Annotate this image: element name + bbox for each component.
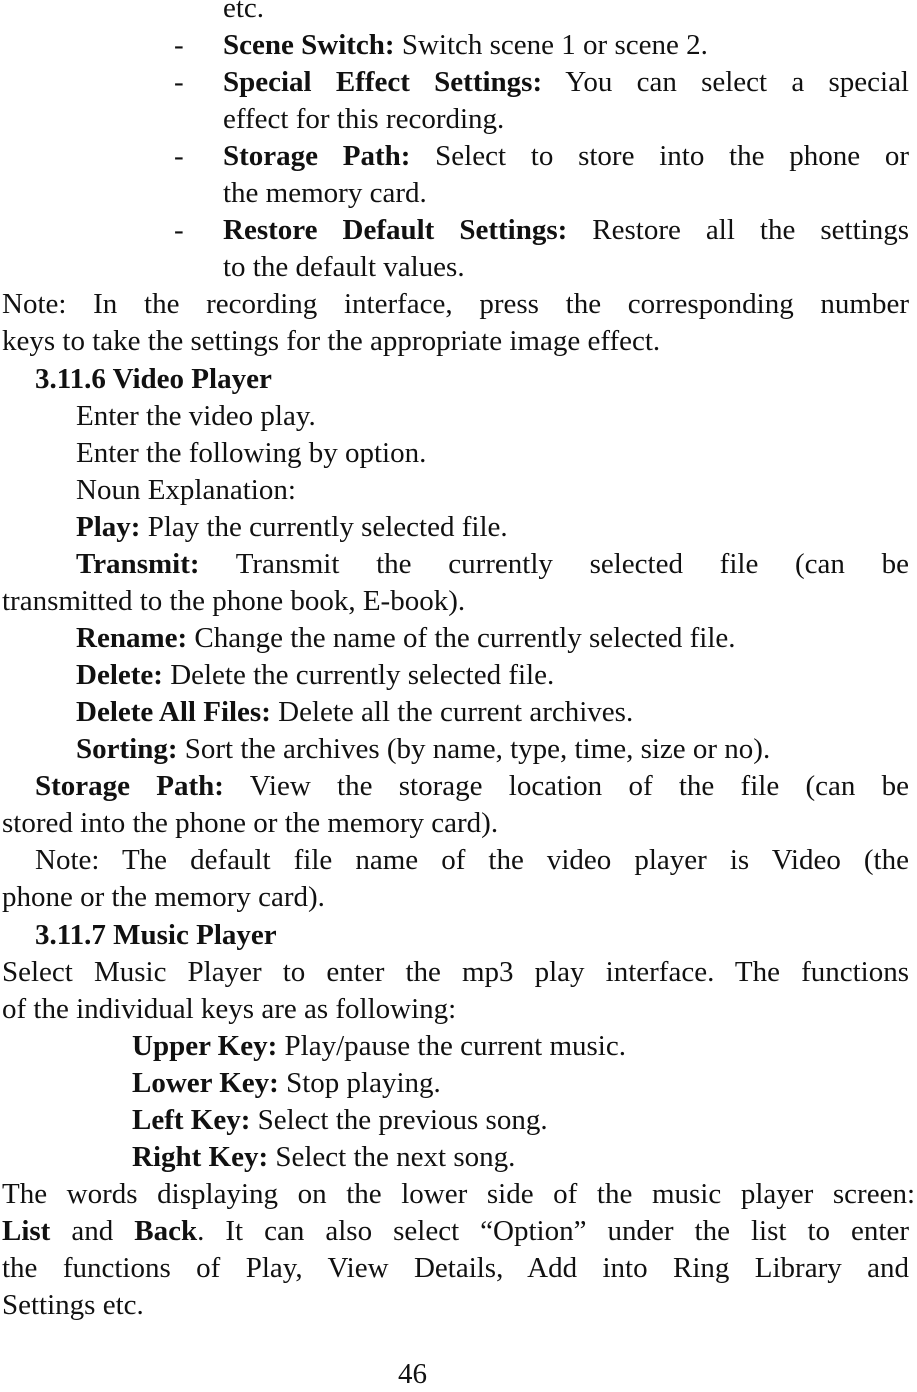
lower-key-desc: Stop playing. — [278, 1067, 441, 1099]
restore-default-term: Restore Default Settings: — [223, 214, 568, 246]
delete-all-item — [76, 694, 633, 730]
video-enter-option: Enter the following by option. — [76, 437, 427, 469]
play-desc: Play the currently selected file. — [140, 511, 508, 543]
play-term: Play: — [76, 511, 141, 543]
storage-desc-cont: stored into the phone or the memory card). — [2, 807, 499, 839]
note-line-1: Note: In the recording interface, press the corresponding number — [2, 288, 909, 320]
upper-key-term: Upper Key: — [132, 1030, 278, 1062]
storage-item — [35, 768, 909, 804]
scene-switch-desc: Switch scene 1 or scene 2. — [394, 29, 708, 61]
sorting-desc: Sort the archives (by name, type, time, size or no). — [177, 733, 771, 765]
storage-path-item — [223, 138, 909, 174]
delete-term: Delete: — [76, 659, 163, 691]
bullet-dash: - — [174, 29, 184, 61]
and-text: and — [50, 1215, 135, 1247]
special-effect-desc-cont: effect for this recording. — [223, 103, 505, 135]
words-line-3: the functions of Play, View Details, Add into Ring Library and — [2, 1252, 909, 1284]
words-line-1: The words displaying on the lower side of the music player screen: — [2, 1178, 915, 1210]
upper-key-desc: Play/pause the current music. — [277, 1030, 626, 1062]
lower-key-term: Lower Key: — [132, 1067, 279, 1099]
left-key-desc: Select the previous song. — [250, 1104, 548, 1136]
section-heading-music-player: 3.11.7 Music Player — [35, 919, 277, 951]
special-effect-desc: You can select a special — [542, 66, 909, 98]
bullet-dash: - — [174, 214, 184, 246]
rename-desc: Change the name of the currently selected file. — [187, 622, 736, 654]
lower-key-item — [132, 1065, 441, 1101]
restore-default-desc-cont: to the default values. — [223, 251, 465, 283]
music-intro-line-1: Select Music Player to enter the mp3 play interface. The functions — [2, 956, 909, 988]
bullet-dash: - — [174, 140, 184, 172]
upper-key-item — [132, 1028, 626, 1064]
section-heading-video-player: 3.11.6 Video Player — [35, 363, 272, 395]
rename-term: Rename: — [76, 622, 188, 654]
sorting-term: Sorting: — [76, 733, 178, 765]
words-line-2 — [2, 1213, 909, 1249]
bullet-dash: - — [174, 66, 184, 98]
scene-switch-term: Scene Switch: — [223, 29, 395, 61]
storage-desc: View the storage location of the file (can be — [223, 770, 910, 802]
play-item — [76, 509, 508, 545]
list-term: List — [2, 1215, 51, 1247]
delete-item — [76, 657, 554, 693]
right-key-item — [132, 1139, 515, 1175]
delete-desc: Delete the currently selected file. — [162, 659, 555, 691]
restore-default-item — [223, 212, 909, 248]
special-effect-term: Special Effect Settings: — [223, 66, 543, 98]
transmit-item — [76, 546, 909, 582]
back-term: Back — [134, 1215, 198, 1247]
right-key-term: Right Key: — [132, 1141, 269, 1173]
words-line-4: Settings etc. — [2, 1289, 144, 1321]
delete-all-term: Delete All Files: — [76, 696, 271, 728]
bullet-continuation: etc. — [223, 0, 265, 24]
video-enter-play: Enter the video play. — [76, 400, 316, 432]
note-line-2: keys to take the settings for the appropriate image effect. — [2, 325, 661, 357]
video-note-line-1: Note: The default file name of the video player is Video (the — [35, 844, 909, 876]
right-key-desc: Select the next song. — [268, 1141, 516, 1173]
noun-explanation: Noun Explanation: — [76, 474, 296, 506]
transmit-desc-cont: transmitted to the phone book, E-book). — [2, 585, 466, 617]
music-intro-line-2: of the individual keys are as following: — [2, 993, 457, 1025]
left-key-term: Left Key: — [132, 1104, 251, 1136]
page-number: 46 — [398, 1358, 427, 1390]
restore-default-desc: Restore all the settings — [567, 214, 909, 246]
delete-all-desc: Delete all the current archives. — [270, 696, 634, 728]
transmit-term: Transmit: — [76, 548, 200, 580]
video-note-line-2: phone or the memory card). — [2, 881, 325, 913]
storage-path-term: Storage Path: — [223, 140, 411, 172]
storage-term: Storage Path: — [35, 770, 224, 802]
special-effect-item — [223, 64, 909, 100]
words-line-2-rest: . It can also select “Option” under the list to enter — [197, 1215, 909, 1247]
left-key-item — [132, 1102, 548, 1138]
sorting-item — [76, 731, 770, 767]
storage-path-desc-cont: the memory card. — [223, 177, 427, 209]
storage-path-desc: Select to store into the phone or — [410, 140, 910, 172]
transmit-desc: Transmit the currently selected file (can be — [199, 548, 909, 580]
scene-switch-item — [223, 27, 708, 63]
rename-item — [76, 620, 736, 656]
